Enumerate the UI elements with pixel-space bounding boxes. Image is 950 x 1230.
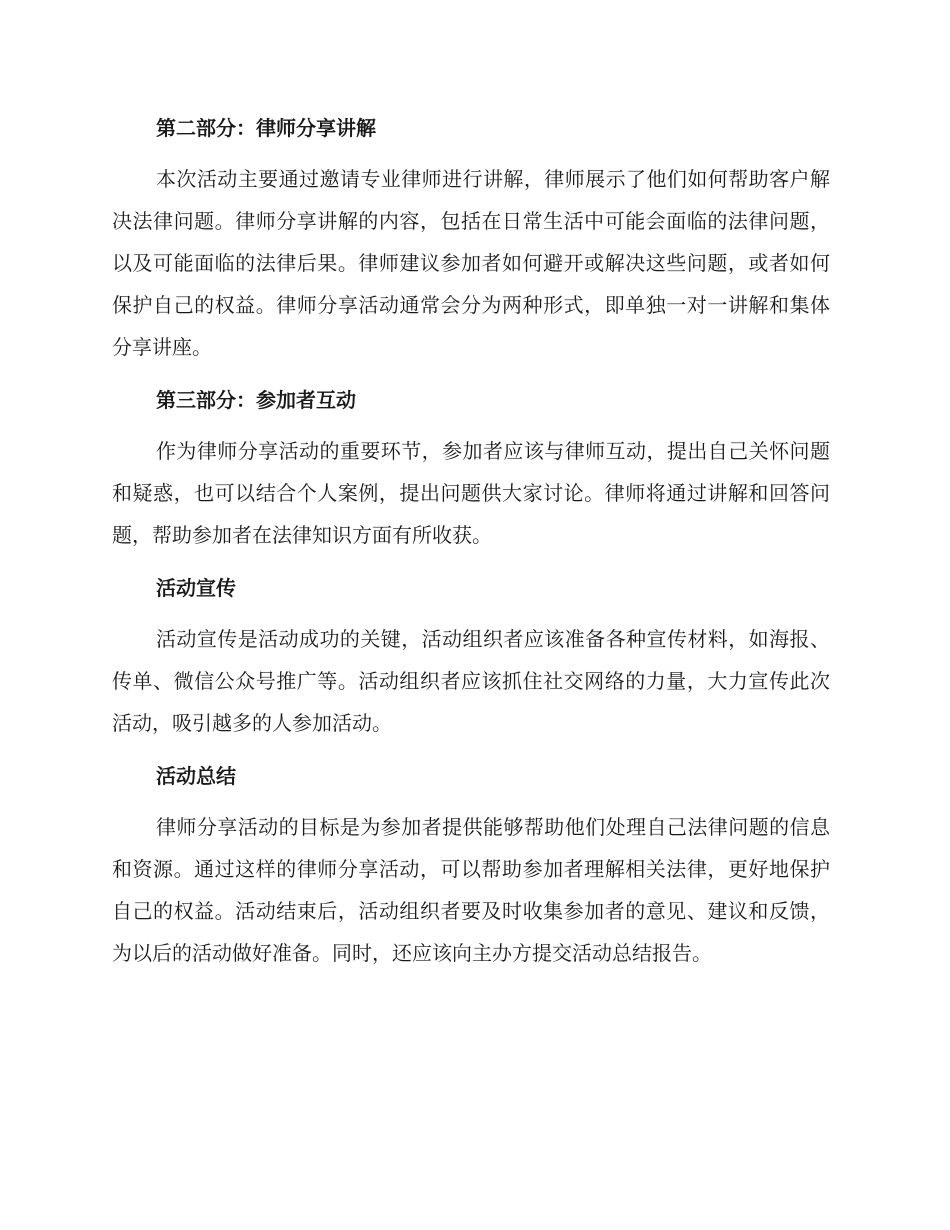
section-paragraph: 律师分享活动的目标是为参加者提供能够帮助他们处理自己法律问题的信息和资源。通过这样的律师分享活动，可以帮助参加者理解相关法律，更好地保护自己的权益。活动结束后，活动组织者要及时收集参加者的意见、建议和反馈，为以后的活动做好准备。同时，还应该向主办方提交活动总结报告。 xyxy=(112,815,830,965)
section-lawyer-lecture xyxy=(112,108,830,368)
section-participant-interaction xyxy=(112,380,830,556)
section-paragraph: 本次活动主要通过邀请专业律师进行讲解，律师展示了他们如何帮助客户解决法律问题。律师分享讲解的内容，包括在日常生活中可能会面临的法律问题，以及可能面临的法律后果。律师建议参加者如何避开或解决这些问题，或者如何保护自己的权益。律师分享活动通常会分为两种形式，即单独一对一讲解和集体分享讲座。 xyxy=(112,167,830,359)
section-heading: 活动宣传 xyxy=(156,576,236,600)
section-heading: 第二部分：律师分享讲解 xyxy=(156,116,376,140)
section-heading: 活动总结 xyxy=(156,764,236,788)
document-body xyxy=(112,108,830,986)
section-promotion xyxy=(112,568,830,744)
section-paragraph: 活动宣传是活动成功的关键，活动组织者应该准备各种宣传材料，如海报、传单、微信公众号推广等。活动组织者应该抓住社交网络的力量，大力宣传此次活动，吸引越多的人参加活动。 xyxy=(112,627,830,735)
section-heading: 第三部分：参加者互动 xyxy=(156,388,356,412)
section-paragraph: 作为律师分享活动的重要环节，参加者应该与律师互动，提出自己关怀问题和疑惑，也可以结合个人案例，提出问题供大家讨论。律师将通过讲解和回答问题，帮助参加者在法律知识方面有所收获。 xyxy=(112,439,830,547)
section-summary xyxy=(112,756,830,974)
